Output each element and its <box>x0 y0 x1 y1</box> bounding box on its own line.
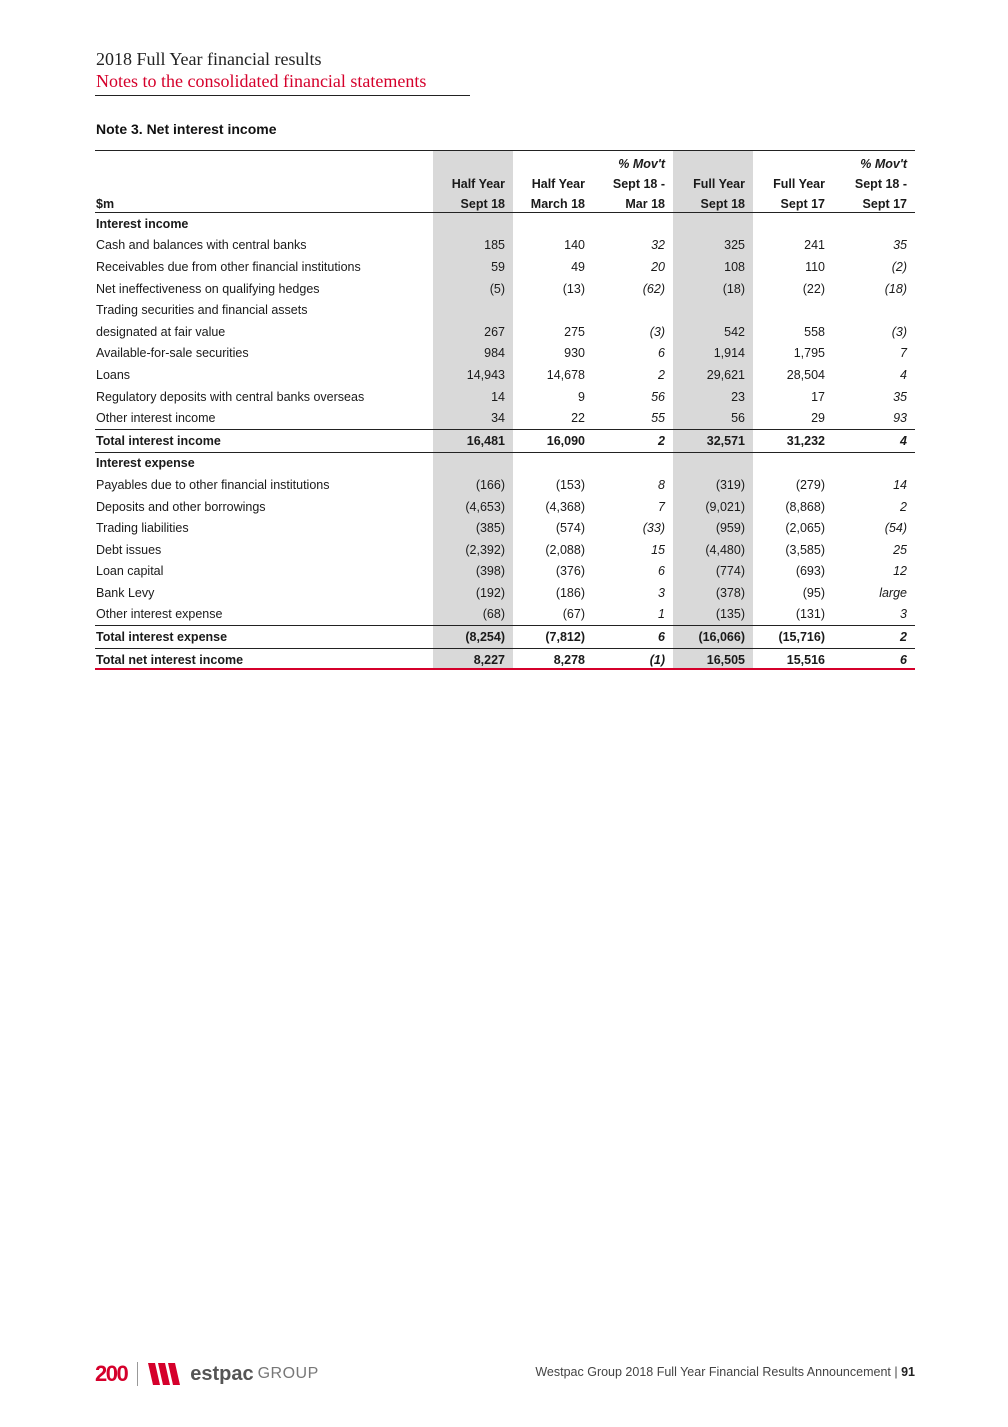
table-row <box>95 474 915 496</box>
cell-value <box>753 299 833 321</box>
cell-value: 14,678 <box>546 367 585 382</box>
cell-value: 8,227 <box>433 648 513 670</box>
cell-value <box>593 299 673 321</box>
report-title: 2018 Full Year financial results <box>96 49 322 69</box>
table-row <box>95 496 915 518</box>
cell-value: (693) <box>795 564 825 579</box>
cell-value: (7,812) <box>513 626 593 649</box>
cell-value: 140 <box>564 238 585 253</box>
row-label: Other interest expense <box>96 607 223 622</box>
cell-value: 930 <box>564 346 585 361</box>
cell-value: 7 <box>900 346 907 361</box>
row-label: Cash and balances with central banks <box>96 238 307 253</box>
col-hy18-h3: Sept 18 <box>433 191 513 213</box>
cell-value <box>833 213 915 235</box>
cell-value: 2 <box>593 429 673 452</box>
cell-value: 558 <box>804 324 825 339</box>
cell-value: 16,481 <box>433 429 513 452</box>
cell-value: 29 <box>811 411 825 426</box>
cell-value <box>433 452 513 474</box>
row-label: Interest expense <box>96 456 195 471</box>
cell-value: 20 <box>651 259 665 274</box>
cell-value: 3 <box>658 585 665 600</box>
cell-value: 267 <box>433 321 513 343</box>
col-fy17-h3: Sept 17 <box>753 191 833 213</box>
cell-value <box>433 299 513 321</box>
cell-value: 31,232 <box>753 429 833 452</box>
cell-value: 241 <box>804 238 825 253</box>
cell-value: (22) <box>802 281 825 296</box>
row-label: Loans <box>96 367 131 382</box>
cell-value: (95) <box>802 585 825 600</box>
table-bottom-rule <box>95 668 915 670</box>
cell-value: (1) <box>649 652 665 667</box>
row-label: Trading liabilities <box>96 521 189 536</box>
header-row-1 <box>95 151 915 171</box>
cell-value: (2,065) <box>785 521 825 536</box>
row-label: designated at fair value <box>96 324 226 339</box>
cell-value: (3,585) <box>785 542 825 557</box>
col-hym18-h3: March 18 <box>513 191 593 213</box>
cell-value: 325 <box>673 235 753 257</box>
cell-value: 14 <box>433 386 513 408</box>
col-hy18-h2: Half Year <box>433 171 513 191</box>
logo-group: GROUP <box>257 1365 319 1382</box>
page-number: 91 <box>901 1365 915 1379</box>
row-label: Regulatory deposits with central banks overseas <box>96 389 365 404</box>
cell-value: 12 <box>893 564 907 579</box>
cell-value: 16,505 <box>673 648 753 670</box>
row-label: Loan capital <box>96 564 164 579</box>
row-label: Deposits and other borrowings <box>96 499 266 514</box>
cell-value: (13) <box>562 281 585 296</box>
cell-value: (166) <box>433 474 513 496</box>
table-row <box>95 582 915 604</box>
cell-value <box>753 452 833 474</box>
cell-value: 25 <box>893 542 907 557</box>
cell-value: 14,943 <box>433 364 513 386</box>
cell-value: 110 <box>805 259 825 274</box>
cell-value: (54) <box>884 521 907 536</box>
cell-value <box>673 213 753 235</box>
cell-value: (4,480) <box>673 539 753 561</box>
cell-value: 2 <box>833 626 915 649</box>
westpac-w-icon <box>148 1363 188 1385</box>
section-subtitle: Notes to the consolidated financial statements <box>96 71 427 91</box>
cell-value <box>833 452 915 474</box>
cell-value: 8,278 <box>553 652 585 667</box>
cell-value: 15 <box>651 542 665 557</box>
table-row <box>95 321 915 343</box>
cell-value: 6 <box>593 626 673 649</box>
cell-value: (2,392) <box>433 539 513 561</box>
cell-value: (4,653) <box>433 496 513 518</box>
cell-value <box>513 299 593 321</box>
section-row <box>95 213 915 235</box>
footer-text <box>535 1365 915 1379</box>
cell-value: 49 <box>571 259 585 274</box>
logo-brand: estpac <box>190 1362 254 1385</box>
cell-value: 6 <box>658 346 665 361</box>
cell-value: (4,368) <box>545 499 585 514</box>
cell-value: (135) <box>673 604 753 626</box>
col-hy18-h1 <box>433 151 513 171</box>
cell-value: 29,621 <box>673 364 753 386</box>
col-mov1-h2: Sept 18 - <box>612 177 665 191</box>
table-row <box>95 278 915 300</box>
cell-value: (378) <box>673 582 753 604</box>
table-row <box>95 561 915 583</box>
cell-value: 7 <box>658 499 665 514</box>
cell-value: (3) <box>649 324 665 339</box>
row-label: Bank Levy <box>96 585 155 600</box>
cell-value: 23 <box>673 386 753 408</box>
row-label: Net ineffectiveness on qualifying hedges <box>96 281 320 296</box>
cell-value: (33) <box>642 521 665 536</box>
cell-value: 542 <box>673 321 753 343</box>
cell-value: 1,914 <box>673 343 753 365</box>
logo-200: 200 <box>95 1361 128 1386</box>
cell-value: (319) <box>673 474 753 496</box>
table-row <box>95 364 915 386</box>
cell-value: (18) <box>884 281 907 296</box>
cell-value: 56 <box>651 389 665 404</box>
table-row <box>95 539 915 561</box>
table-row <box>95 256 915 278</box>
cell-value: 16,090 <box>513 429 593 452</box>
cell-value: (186) <box>555 585 585 600</box>
cell-value: (398) <box>433 561 513 583</box>
cell-value: 35 <box>893 389 907 404</box>
logo-divider <box>137 1362 138 1386</box>
cell-value: 275 <box>564 324 585 339</box>
cell-value: (279) <box>795 477 825 492</box>
cell-value: 35 <box>893 238 907 253</box>
row-label: Other interest income <box>96 411 216 426</box>
header-row-3 <box>95 191 915 213</box>
footer-label: Westpac Group 2018 Full Year Financial Results Announcement | <box>535 1365 898 1379</box>
page-header <box>96 48 426 92</box>
cell-value: 93 <box>893 411 907 426</box>
cell-value: (2) <box>891 259 907 274</box>
cell-value: large <box>879 585 907 600</box>
net-interest-income-table <box>95 150 915 670</box>
col-label: $m <box>95 191 433 213</box>
cell-value: (774) <box>673 561 753 583</box>
row-label: Trading securities and financial assets <box>96 303 308 318</box>
cell-value: (959) <box>673 517 753 539</box>
col-mov1-h3: Mar 18 <box>593 191 673 213</box>
cell-value: 56 <box>673 407 753 429</box>
table-row <box>95 604 915 626</box>
col-fy18-h3: Sept 18 <box>673 191 753 213</box>
col-fy17-h2: Full Year <box>773 177 825 191</box>
cell-value: (3) <box>891 324 907 339</box>
cell-value: 17 <box>811 389 825 404</box>
cell-value: (67) <box>562 607 585 622</box>
cell-value: (376) <box>555 564 585 579</box>
col-fy17-h1 <box>753 151 833 171</box>
cell-value: 984 <box>433 343 513 365</box>
cell-value: 15,516 <box>786 652 825 667</box>
cell-value: 22 <box>571 411 585 426</box>
cell-value: 6 <box>900 652 907 667</box>
cell-value: 2 <box>658 367 665 382</box>
cell-value: (8,254) <box>433 626 513 649</box>
cell-value: 108 <box>673 256 753 278</box>
table-row <box>95 343 915 365</box>
header-divider <box>95 95 470 96</box>
cell-value: 6 <box>658 564 665 579</box>
section-row <box>95 452 915 474</box>
row-label: Total interest expense <box>95 626 433 649</box>
header-row-2 <box>95 171 915 191</box>
table-row <box>95 299 915 321</box>
cell-value: (15,716) <box>753 626 833 649</box>
cell-value: 28,504 <box>786 367 825 382</box>
col-fy18-h1 <box>673 151 753 171</box>
cell-value: (62) <box>642 281 665 296</box>
westpac-logo <box>95 1360 319 1388</box>
cell-value: (153) <box>555 477 585 492</box>
cell-value: (18) <box>673 278 753 300</box>
cell-value: (192) <box>433 582 513 604</box>
cell-value: 3 <box>900 607 907 622</box>
cell-value: (131) <box>795 607 825 622</box>
total-row <box>95 626 915 649</box>
col-mov1-h1: % Mov't <box>618 157 665 171</box>
col-hym18-h1 <box>513 151 593 171</box>
cell-value <box>593 213 673 235</box>
cell-value: (16,066) <box>673 626 753 649</box>
table-row <box>95 235 915 257</box>
cell-value: 185 <box>433 235 513 257</box>
col-hym18-h2: Half Year <box>531 177 585 191</box>
cell-value <box>673 452 753 474</box>
row-label: Total interest income <box>95 429 433 452</box>
col-mov2-h2: Sept 18 - <box>854 177 907 191</box>
cell-value <box>753 213 833 235</box>
row-label: Receivables due from other financial institutions <box>96 259 361 274</box>
cell-value: 34 <box>433 407 513 429</box>
note-title: Note 3. Net interest income <box>96 121 277 137</box>
row-label: Available-for-sale securities <box>96 346 249 361</box>
cell-value: 59 <box>433 256 513 278</box>
cell-value: 4 <box>833 429 915 452</box>
cell-value: 8 <box>658 477 665 492</box>
cell-value <box>593 452 673 474</box>
row-label: Payables due to other financial institutions <box>96 477 330 492</box>
table-row <box>95 407 915 429</box>
cell-value <box>513 452 593 474</box>
cell-value: 32 <box>651 238 665 253</box>
col-mov2-h3: Sept 17 <box>833 191 915 213</box>
row-label: Total net interest income <box>96 652 244 667</box>
table-row <box>95 386 915 408</box>
cell-value: 14 <box>893 477 907 492</box>
cell-value: (9,021) <box>673 496 753 518</box>
cell-value: (68) <box>433 604 513 626</box>
cell-value <box>513 213 593 235</box>
cell-value: 1 <box>658 607 665 622</box>
col-mov2-h1: % Mov't <box>860 157 907 171</box>
col-fy18-h2: Full Year <box>673 171 753 191</box>
cell-value: (5) <box>433 278 513 300</box>
cell-value: 32,571 <box>673 429 753 452</box>
table-row <box>95 517 915 539</box>
cell-value: (2,088) <box>545 542 585 557</box>
cell-value: (574) <box>555 521 585 536</box>
cell-value: (385) <box>433 517 513 539</box>
cell-value: 4 <box>900 367 907 382</box>
cell-value: 55 <box>651 411 665 426</box>
cell-value <box>673 299 753 321</box>
row-label: Interest income <box>96 216 189 231</box>
cell-value <box>833 299 915 321</box>
total-row <box>95 429 915 452</box>
cell-value: 1,795 <box>793 346 825 361</box>
row-label: Debt issues <box>96 542 162 557</box>
cell-value: 9 <box>578 389 585 404</box>
page-footer <box>95 1360 915 1388</box>
cell-value: 2 <box>900 499 907 514</box>
cell-value <box>433 213 513 235</box>
cell-value: (8,868) <box>785 499 825 514</box>
